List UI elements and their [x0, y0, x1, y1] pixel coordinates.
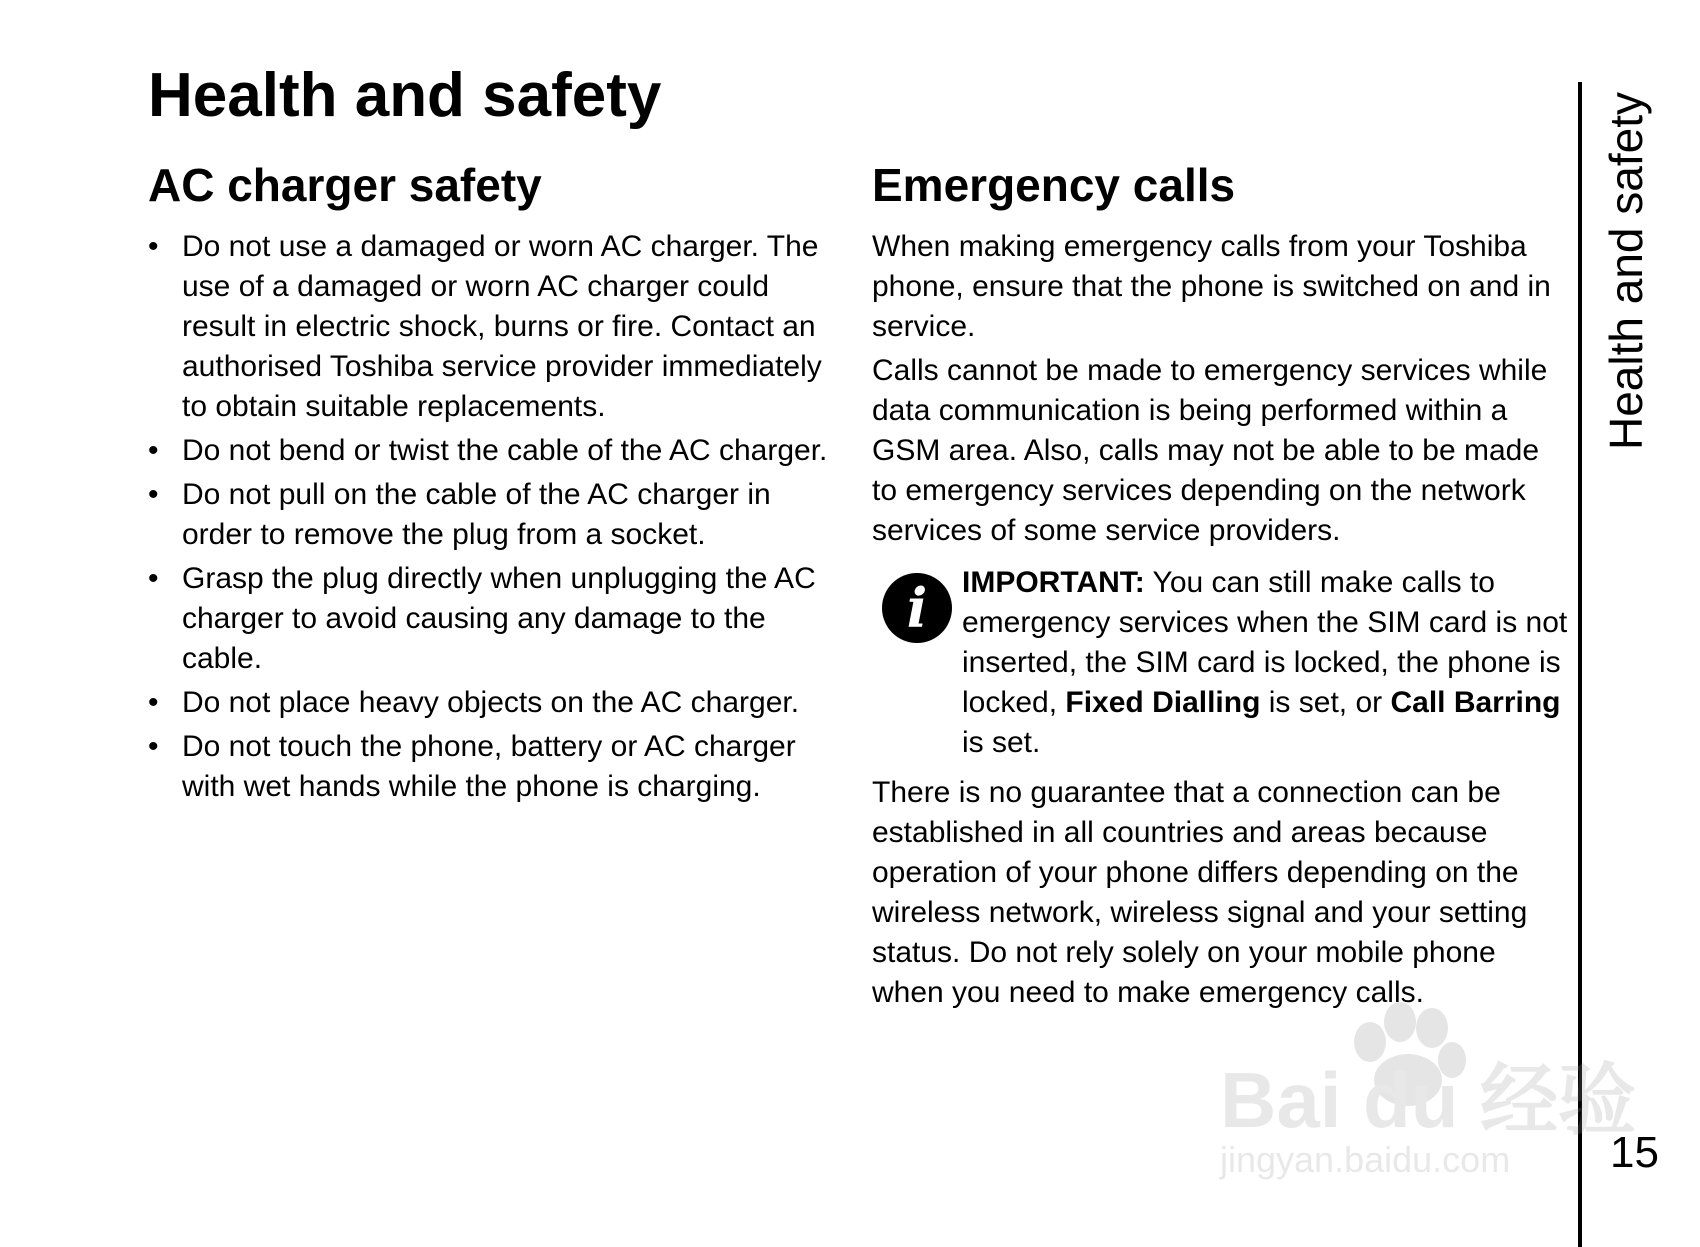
- bullet-icon: •: [148, 730, 159, 764]
- emergency-paragraph-3: There is no guarantee that a connection can be established in all countries and areas because operation of your phone differs depending on the wireless network, wireless signal and your setting status. Do not rely solely on your mobile phone when you need to make emergency calls.: [872, 776, 1528, 1010]
- list-item: [148, 431, 848, 471]
- side-chapter-tab: Health and safety: [1600, 91, 1652, 450]
- ac-charger-heading: AC charger safety: [148, 159, 542, 211]
- bullet-icon: •: [148, 230, 159, 264]
- list-item-text: Do not place heavy objects on the AC charger.: [182, 686, 800, 720]
- bullet-icon: •: [148, 562, 159, 596]
- list-item-text: Do not use a damaged or worn AC charger. The use of a damaged or worn AC charger could result in electric shock, burns or fire. Contact an authorised Toshiba service provider immediately to obtain suitable replacements.: [182, 230, 822, 424]
- emergency-paragraph-1: When making emergency calls from your Toshiba phone, ensure that the phone is switched on and in service.: [872, 230, 1551, 344]
- list-item-text: Do not pull on the cable of the AC charger in order to remove the plug from a socket.: [182, 478, 771, 552]
- watermark-brand: Bai du 经验: [1220, 1056, 1637, 1144]
- side-divider: [1578, 82, 1582, 1247]
- page-number: 15: [1610, 1128, 1659, 1177]
- list-item: [148, 475, 848, 555]
- page-title: Health and safety: [148, 61, 662, 130]
- list-item: [148, 727, 848, 807]
- list-item: [148, 559, 848, 679]
- emergency-paragraph-2: Calls cannot be made to emergency services while data communication is being performed within a GSM area. Also, calls may not be able to be made to emergency services depending on the network services of some service providers.: [872, 354, 1548, 548]
- bullet-icon: •: [148, 478, 159, 512]
- ac-charger-section: [148, 158, 848, 811]
- call-barring-term: Call Barring: [1390, 686, 1561, 720]
- bullet-icon: •: [148, 434, 159, 468]
- list-item-text: Do not touch the phone, battery or AC charger with wet hands while the phone is charging.: [182, 730, 796, 804]
- emergency-calls-section: [872, 158, 1572, 1017]
- info-icon: i: [882, 573, 952, 643]
- important-text-1: You can still make calls to emergency services when the SIM card is not inserted, the SIM card is locked, the phone is locked,: [962, 566, 1568, 720]
- important-label: IMPORTANT:: [962, 566, 1145, 600]
- list-item-text: Do not bend or twist the cable of the AC charger.: [182, 434, 828, 468]
- important-text-2: is set, or: [1260, 686, 1391, 720]
- list-item-text: Grasp the plug directly when unplugging the AC charger to avoid causing any damage to the cable.: [182, 562, 816, 676]
- bullet-icon: •: [148, 686, 159, 720]
- ac-charger-bullet-list: [148, 227, 848, 807]
- important-text-3: is set.: [962, 726, 1041, 760]
- fixed-dialling-term: Fixed Dialling: [1065, 686, 1261, 720]
- emergency-calls-heading: Emergency calls: [872, 159, 1236, 211]
- important-note: [872, 563, 1572, 763]
- watermark-url: jingyan.baidu.com: [1220, 1139, 1511, 1180]
- list-item: [148, 227, 848, 427]
- list-item: [148, 683, 848, 723]
